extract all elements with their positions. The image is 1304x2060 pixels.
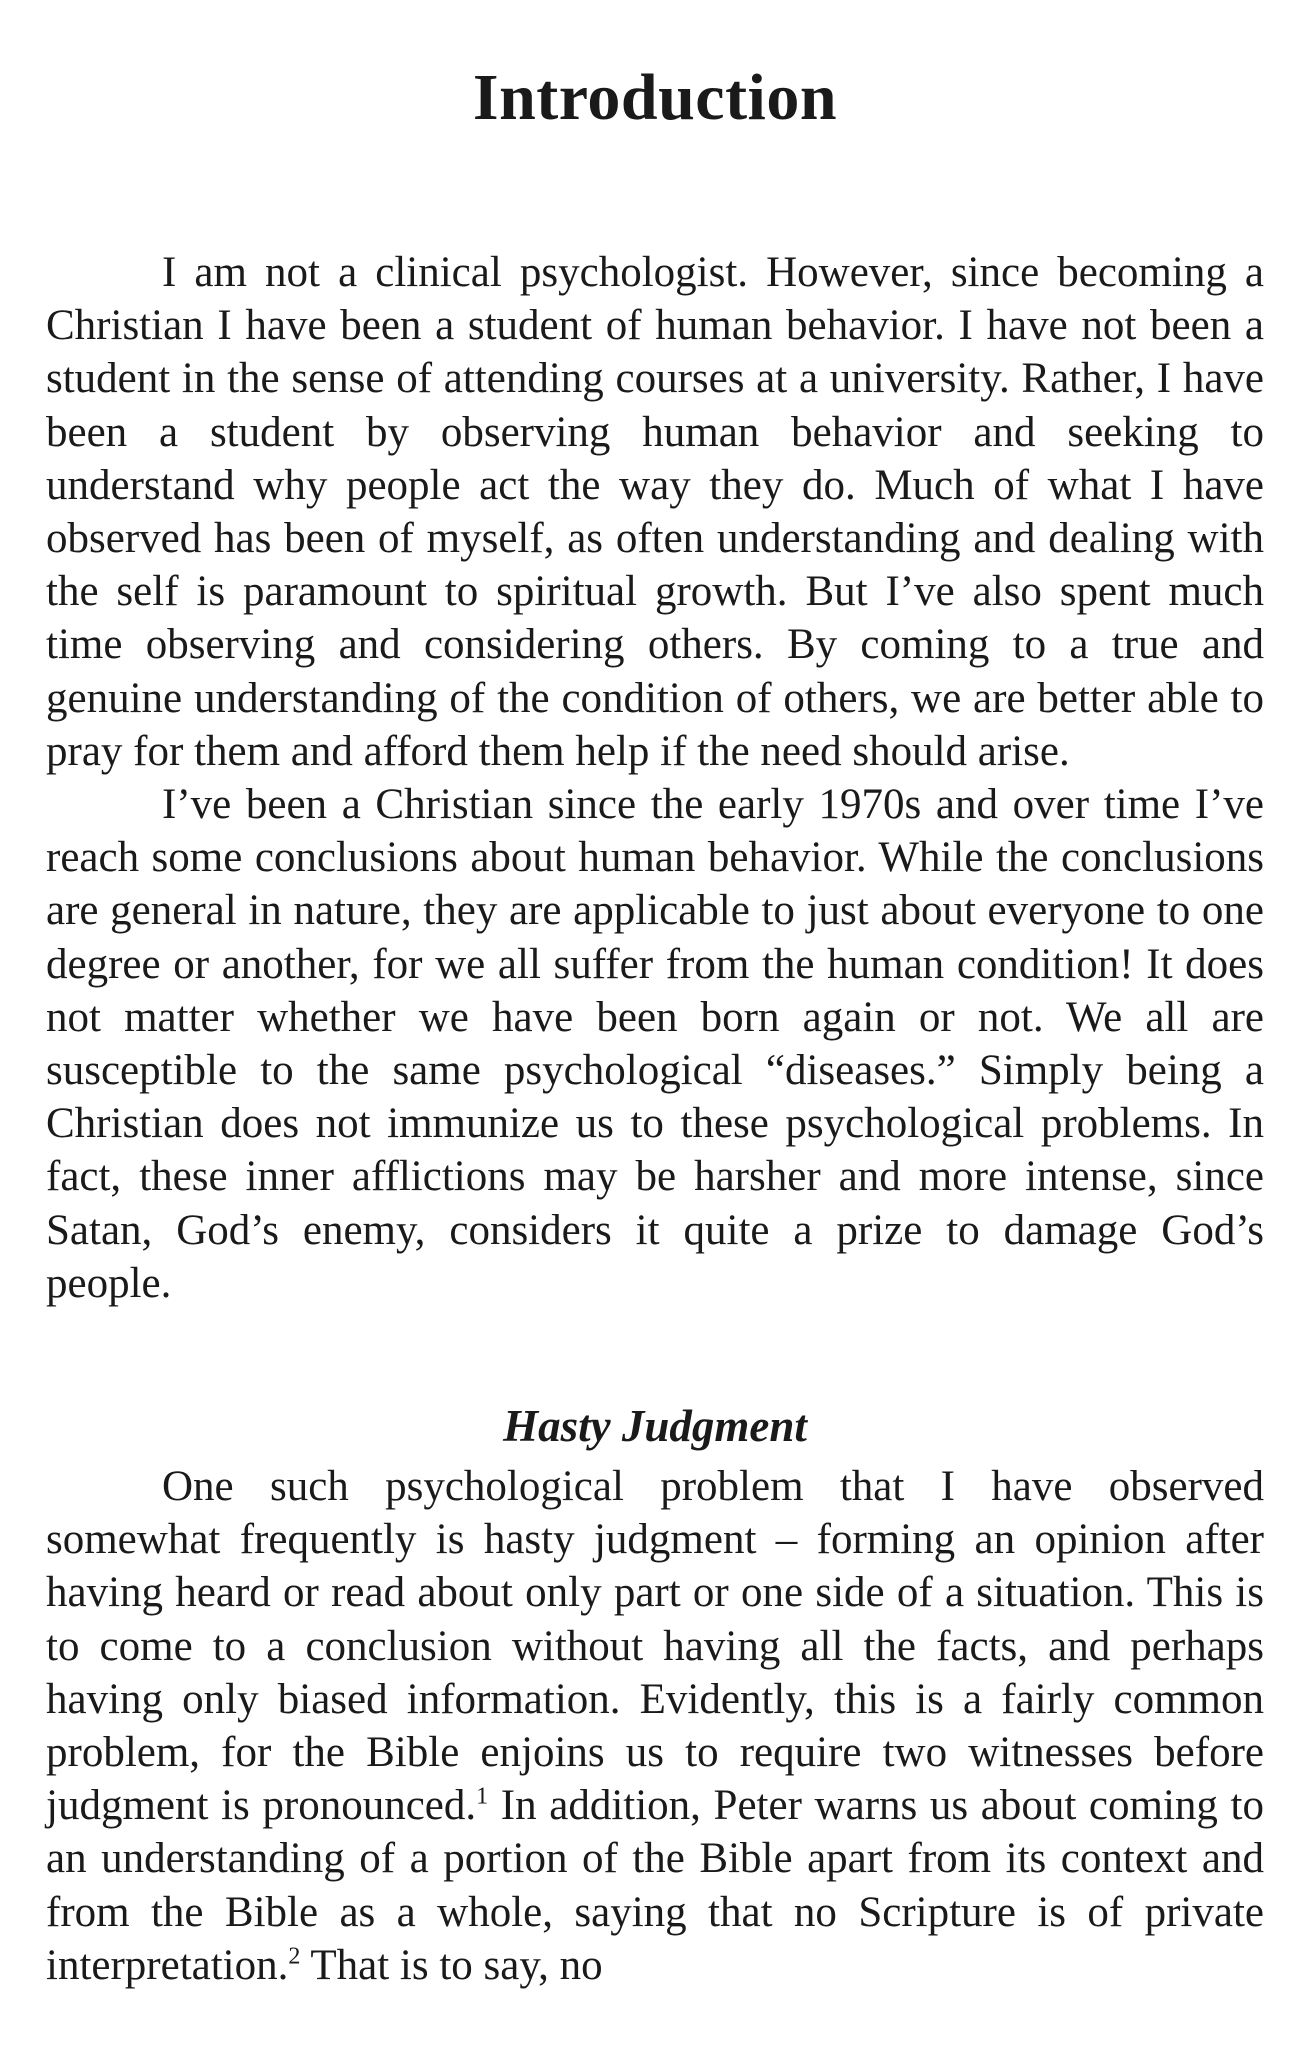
hasty-judgment-text-part-1: One such psychological problem that I have observed somewhat frequently is hasty judgment – forming an opinion after having heard or read about only part or one side of a situation. This is to come to a conclusion without having all the facts, and perhaps having only biased information. Evidently, this is a fairly common problem, for the Bible enjoins us to require two witnesses before judgment is pronounced. xyxy=(46,1463,1264,1830)
hasty-judgment-text-part-2: In addition, Peter warns us about coming to an understanding of a portion of the Bible apart from its context and from the Bible as a whole, saying that no Scripture is of private interpretation. xyxy=(46,1782,1264,1989)
page-title: Introduction xyxy=(472,61,838,134)
hasty-judgment-section xyxy=(46,1460,1264,1992)
introduction-section xyxy=(46,246,1264,1310)
footnote-marker-1[interactable]: 1 xyxy=(476,1783,489,1810)
book-page xyxy=(46,0,1264,1992)
intro-paragraph-1: I am not a clinical psychologist. However, since becoming a Christian I have been a student of human behavior. I have not been a student in the sense of attending courses at a university. Rather, I have been a student by observing human behavior and seeking to understand why people act the way they do. Much of what I have observed has been of myself, as often understanding and dealing with the self is paramount to spiritual growth. But I’ve also spent much time observing and considering others. By coming to a true and genuine understanding of the condition of others, we are better able to pray for them and afford them help if the need should arise. xyxy=(46,249,1264,775)
intro-paragraph-2: I’ve been a Christian since the early 1970s and over time I’ve reach some conclusions about human behavior. While the conclusions are general in nature, they are applicable to just about everyone to one degree or another, for we all suffer from the human condition! It does not matter whether we have been born again or not. We all are susceptible to the same psychological “diseases.” Simply being a Christian does not immunize us to these psychological problems. In fact, these inner afflictions may be harsher and more intense, since Satan, God’s enemy, considers it quite a prize to damage God’s people. xyxy=(46,781,1264,1307)
hasty-judgment-text-part-3: That is to say, no xyxy=(300,1941,603,1989)
hasty-judgment-paragraph xyxy=(46,1460,1264,1992)
section-heading-hasty-judgment: Hasty Judgment xyxy=(503,1401,807,1452)
footnote-marker-2[interactable]: 2 xyxy=(288,1943,301,1970)
